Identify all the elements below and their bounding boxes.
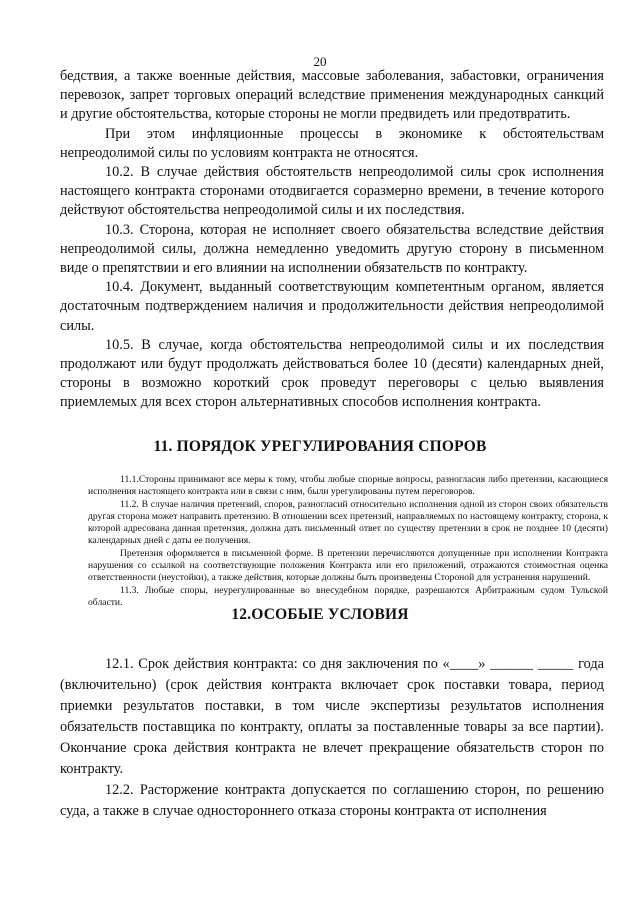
paragraph-10-5: 10.5. В случае, когда обстоятельства непреодолимой силы и их последствия продолжают или будут продолжать действоваться более 10 (десяти) календарных дней, стороны в возможно короткий срок проведут переговоры с целью выявления приемлемых для всех сторон альтернативных способов исполнения контракта. [60,336,604,411]
paragraph-12-2: 12.2. Расторжение контракта допускается по соглашению сторон, по решению суда, а также в случае одностороннего отказа стороны контракта от исполнения [60,782,604,819]
paragraph-force-majeure-list: бедствия, а также военные действия, массовые заболевания, забастовки, ограничения перевозок, запрет торговых операций вследствие применения международных санкций и другие обстоятельства, которые стороны не могли предвидеть или предотвратить. [60,68,604,123]
paragraph-12-1: 12.1. Срок действия контракта: со дня заключения по «____» ______ _____ года (включительно) (срок действия контракта включает срок поставки товара, период приемки результатов поставки, в том числе экспертизы результатов исполнения обязательств поставщика по контракту, оплаты за поставленные товары за все партии). Окончание срока действия контракта не влечет прекращение обязательств сторон по контракту. [60,656,604,777]
paragraph-10-2: 10.2. В случае действия обстоятельств непреодолимой силы срок исполнения настоящего контракта сторонами отодвигается соразмерно времени, в течение которого действуют обстоятельства непреодолимой силы и их последствия. [60,164,604,219]
paragraph-11-3: 11.3. Любые споры, неурегулированные во внесудебном порядке, разрешаются Арбитражным судом Тульской области. [88,584,608,608]
section-10-text [60,67,604,413]
paragraph-11-2: 11.2. В случае наличия претензий, споров, разногласий относительно исполнения одной из сторон своих обязательств другая сторона может направить претензию. В отношении всех претензий, направляемых по настоящему контракту, сторона, к которой адресована данная претензия, должна дать письменный ответ по существу претензии в срок не позднее 10 (десяти) календарных дней с даты ее получения. [88,498,608,547]
paragraph-claim-form: Претензия оформляется в письменной форме. В претензии перечисляются допущенные при исполнении Контракта нарушения со ссылкой на соответствующие положения Контракта или его приложений, отражаются стоимостная оценка ответственности (неустойки), а также действия, которые должны быть произведены Стороной для устранения нарушений. [88,547,608,584]
section-11-text [88,474,608,609]
paragraph-10-4: 10.4. Документ, выданный соответствующим компетентным органом, является достаточным подтверждением наличия и продолжительности действия непреодолимой силы. [60,279,604,334]
section-12-text [60,654,604,822]
paragraph-inflation: При этом инфляционные процессы в экономике к обстоятельствам непреодолимой силы по условиям контракта не относятся. [60,125,604,161]
section-11-heading: 11. ПОРЯДОК УРЕГУЛИРОВАНИЯ СПОРОВ [153,438,487,455]
section-12-heading: 12.ОСОБЫЕ УСЛОВИЯ [231,606,409,623]
paragraph-10-3: 10.3. Сторона, которая не исполняет своего обязательства вследствие действия непреодолимой силы, должна немедленно уведомить другую сторону в письменном виде о препятствии и его влиянии на исполнении обязательств по контракту. [60,221,604,277]
paragraph-11-1: 11.1.Стороны принимают все меры к тому, чтобы любые спорные вопросы, разногласия либо претензии, касающиеся исполнения настоящего контракта или в связи с ним, были урегулированы путем переговоров. [88,474,608,498]
page-number: 20 [313,54,327,69]
